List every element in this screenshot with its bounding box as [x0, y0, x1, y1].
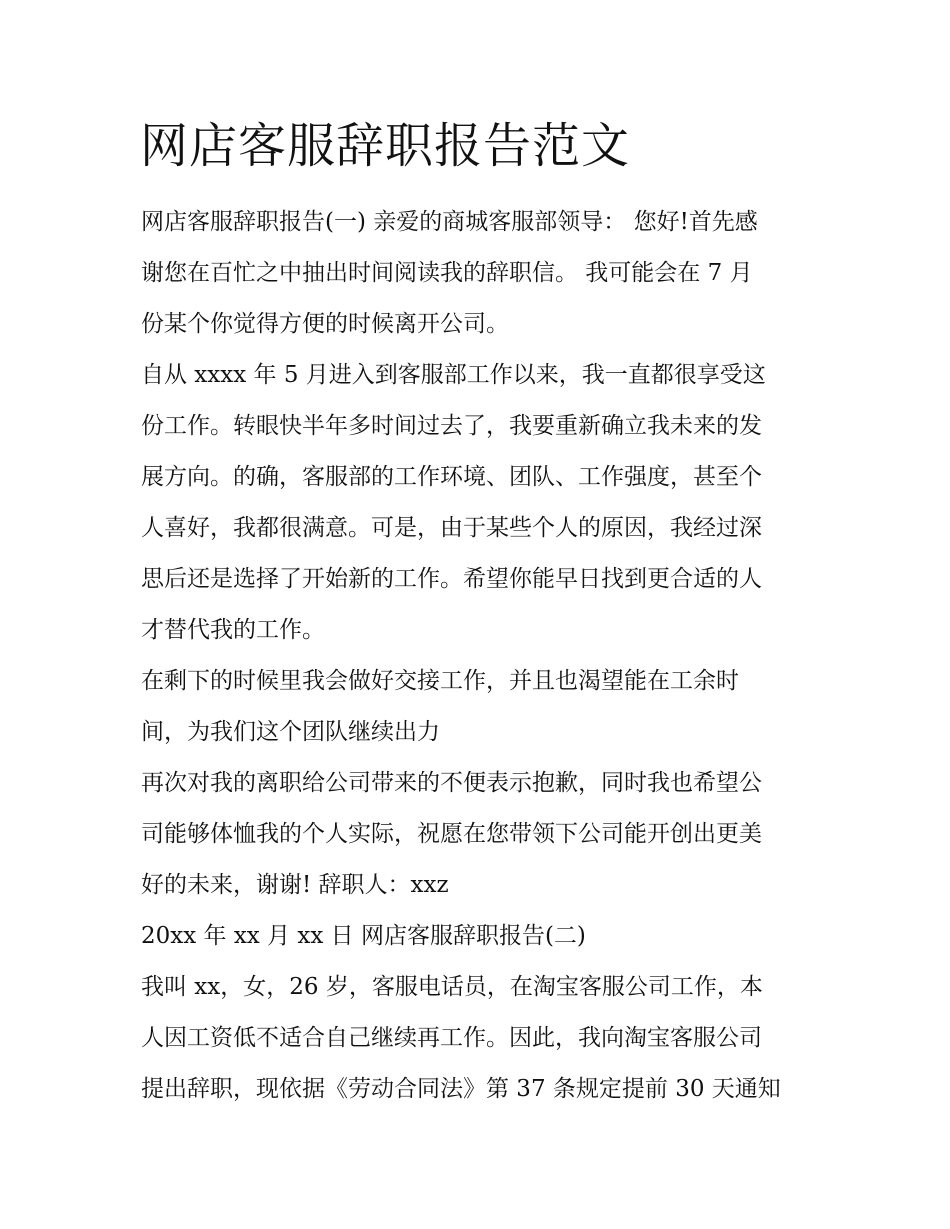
body-line: 份某个你觉得方便的时候离开公司。	[141, 311, 509, 337]
document-body	[141, 197, 821, 1115]
body-line: 人喜好，我都很满意。可是，由于某些个人的原因，我经过深	[141, 515, 762, 541]
body-line: 好的未来，谢谢! 辞职人：xxz	[141, 872, 449, 898]
body-line: 人因工资低不适合自己继续再工作。因此，我向淘宝客服公司	[141, 1025, 762, 1051]
body-line: 提出辞职，现依据《劳动合同法》第 37 条规定提前 30 天通知	[141, 1076, 781, 1102]
body-line: 间，为我们这个团队继续出力	[141, 719, 440, 745]
body-line: 思后还是选择了开始新的工作。希望你能早日找到更合适的人	[141, 566, 762, 592]
body-line: 司能够体恤我的个人实际，祝愿在您带领下公司能开创出更美	[141, 821, 762, 847]
body-line: 展方向。的确，客服部的工作环境、团队、工作强度，甚至个	[141, 464, 762, 490]
body-line: 网店客服辞职报告(一) 亲爱的商城客服部领导： 您好!首先感	[141, 209, 758, 235]
body-line: 20xx 年 xx 月 xx 日 网店客服辞职报告(二)	[141, 923, 586, 949]
body-line: 自从 xxxx 年 5 月进入到客服部工作以来，我一直都很享受这	[141, 362, 766, 388]
body-line: 才替代我的工作。	[141, 617, 325, 643]
body-line: 谢您在百忙之中抽出时间阅读我的辞职信。 我可能会在 7 月	[141, 260, 753, 286]
document-title: 网店客服辞职报告范文	[140, 118, 631, 174]
body-line: 再次对我的离职给公司带来的不便表示抱歉，同时我也希望公	[141, 770, 762, 796]
body-line: 我叫 xx，女，26 岁，客服电话员，在淘宝客服公司工作，本	[141, 974, 763, 1000]
body-line: 在剩下的时候里我会做好交接工作，并且也渴望能在工余时	[141, 668, 739, 694]
body-line: 份工作。转眼快半年多时间过去了，我要重新确立我未来的发	[141, 413, 762, 439]
